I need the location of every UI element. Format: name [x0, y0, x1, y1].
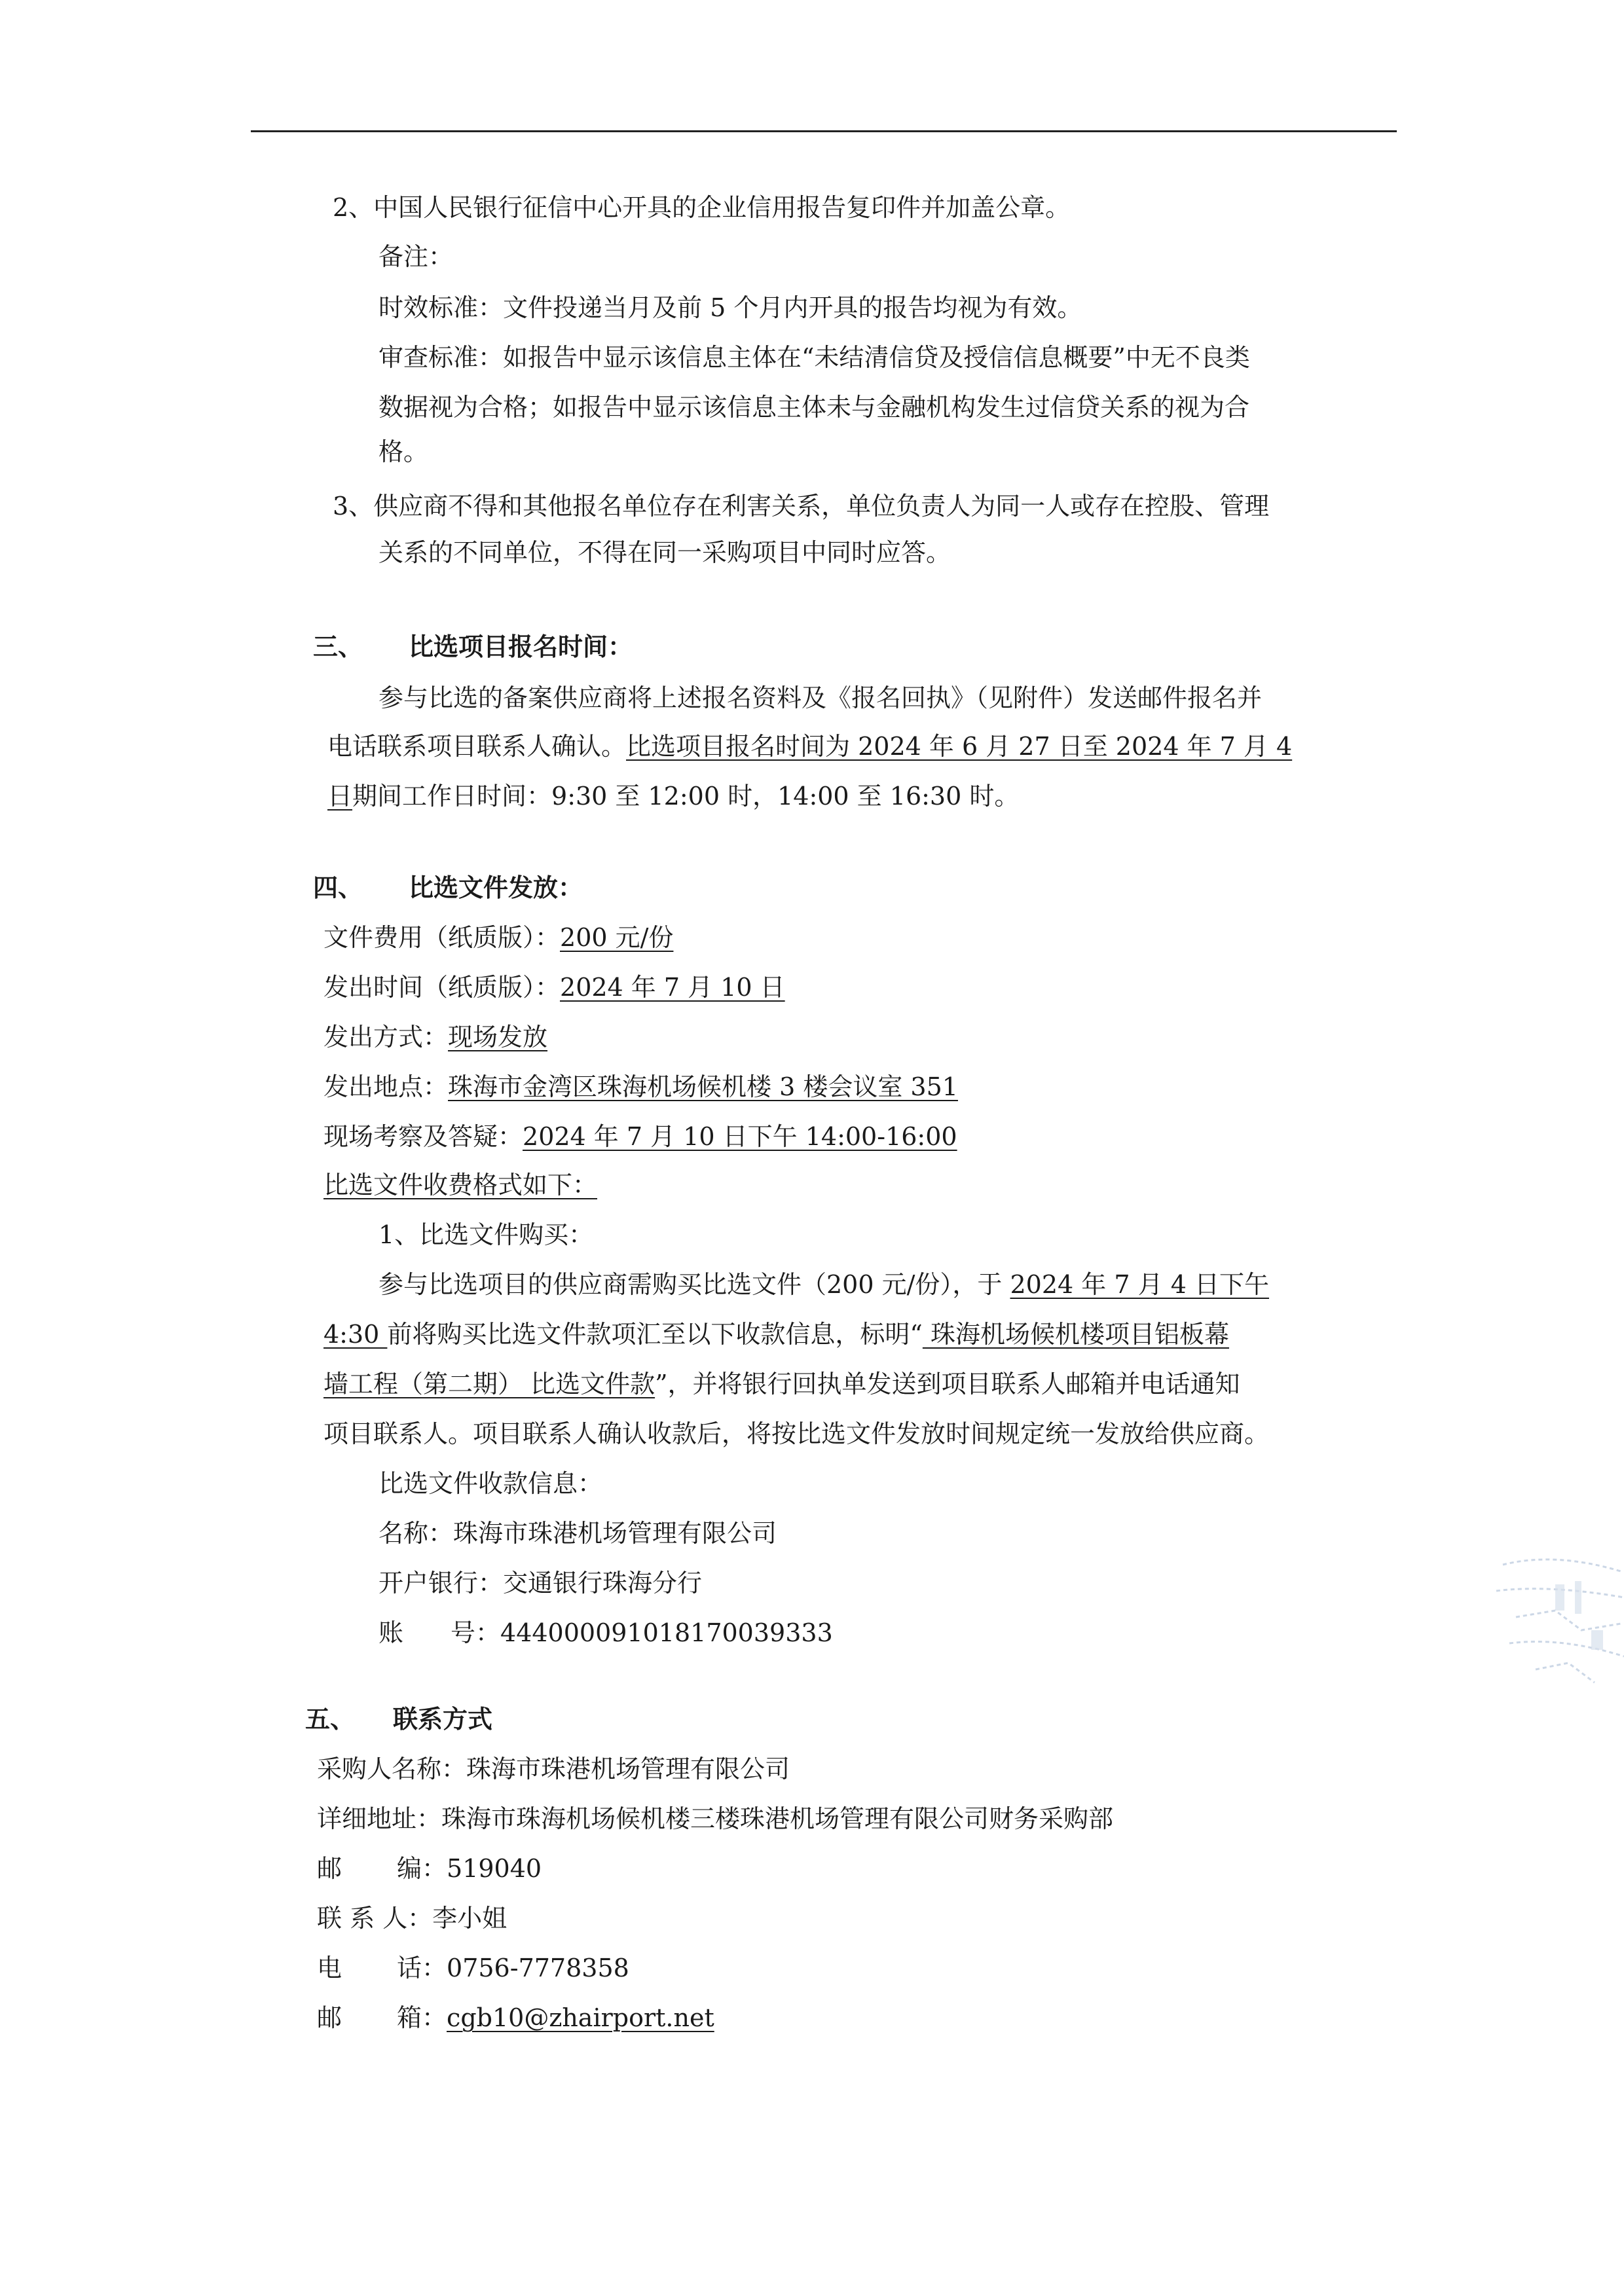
site-visit-value: 2024 年 7 月 10 日下午 14:00-16:00	[523, 1122, 957, 1151]
section-3-title: 比选项目报名时间：	[409, 632, 633, 661]
site-visit-label: 现场考察及答疑：	[323, 1122, 523, 1151]
section-3-para-line-3	[327, 776, 1019, 816]
contact-person-value: 李小姐	[432, 1904, 507, 1933]
contact-person-label: 联 系 人：	[317, 1904, 433, 1933]
payment-memo-part-2: 墙工程（第二期） 比选文件款	[323, 1370, 655, 1398]
email-label-1: 邮	[317, 2003, 342, 2032]
section-3-para-line-2	[327, 727, 1292, 766]
contact-person	[317, 1899, 507, 1938]
payee-account-label-2: 号：	[451, 1618, 501, 1647]
purchase-para-line-2	[323, 1315, 1229, 1354]
buyer-address	[317, 1799, 1113, 1838]
email	[317, 1998, 714, 2037]
email-label-2: 箱：	[397, 2003, 447, 2032]
issue-place	[323, 1067, 958, 1106]
fee-format-heading: 比选文件收费格式如下：	[323, 1171, 598, 1199]
section-5-heading	[305, 1700, 492, 1739]
payee-name-value: 珠海市珠港机场管理有限公司	[453, 1519, 777, 1548]
purchase-remit-text: 前将购买比选文件款项汇至以下收款信息，标明“	[387, 1320, 923, 1349]
requirement-3-line-1: 3、供应商不得和其他报名单位存在利害关系，单位负责人为同一人或存在控股、管理	[333, 492, 1270, 520]
purchase-receipt-text: ”，并将银行回执单发送到项目联系人邮箱并电话通知	[655, 1370, 1240, 1398]
telephone	[317, 1948, 629, 1988]
payee-name	[378, 1514, 777, 1553]
review-standard-line-2: 数据视为合格；如报告中显示该信息主体未与金融机构发生过信贷关系的视为合	[378, 393, 1250, 422]
payment-memo-part-1: 珠海机场候机楼项目铝板幕	[922, 1320, 1229, 1349]
section-3-confirm-text: 电话联系项目联系人确认。	[327, 732, 627, 761]
purchase-subheading: 1、比选文件购买：	[378, 1220, 594, 1249]
registration-period: 比选项目报名时间为 2024 年 6 月 27 日至 2024 年 7 月 4	[626, 732, 1293, 761]
section-3-para-line-1: 参与比选的备案供应商将上述报名资料及《报名回执》（见附件）发送邮件报名并	[378, 683, 1263, 712]
payee-bank-label: 开户银行：	[378, 1569, 504, 1597]
section-4-number: 四、	[313, 873, 363, 902]
postcode	[317, 1849, 542, 1888]
buyer-address-value: 珠海市珠海机场候机楼三楼珠港机场管理有限公司财务采购部	[441, 1804, 1114, 1833]
time-standard: 时效标准：文件投递当月及前 5 个月内开具的报告均视为有效。	[378, 293, 1082, 322]
document-fee-label: 文件费用（纸质版）：	[323, 923, 561, 952]
issue-time-value: 2024 年 7 月 10 日	[560, 973, 785, 1002]
telephone-label-1: 电	[317, 1954, 342, 1982]
registration-period-end: 日	[327, 782, 353, 811]
requirement-2: 2、中国人民银行征信中心开具的企业信用报告复印件并加盖公章。	[333, 193, 1071, 222]
buyer-name-value: 珠海市珠港机场管理有限公司	[466, 1755, 790, 1783]
payee-name-label: 名称：	[378, 1519, 454, 1548]
section-3-heading	[313, 627, 633, 666]
postcode-value: 519040	[447, 1854, 542, 1883]
issue-method	[323, 1017, 547, 1057]
document-fee	[323, 918, 673, 957]
payee-account-label-1: 账	[378, 1618, 404, 1647]
header-rule	[251, 130, 1397, 132]
buyer-name	[317, 1749, 790, 1789]
receiving-info-heading: 比选文件收款信息：	[378, 1469, 603, 1498]
issue-place-value: 珠海市金湾区珠海机场候机楼 3 楼会议室 351	[448, 1072, 958, 1101]
review-standard-line-3: 格。	[378, 437, 429, 466]
issue-place-label: 发出地点：	[323, 1072, 449, 1101]
postcode-label-1: 邮	[317, 1854, 342, 1883]
partial-stamp-image	[1477, 1545, 1624, 1702]
purchase-para-line-1	[378, 1265, 1269, 1304]
document-fee-value: 200 元/份	[560, 923, 674, 952]
issue-time	[323, 968, 785, 1007]
section-3-number: 三、	[313, 632, 363, 661]
section-4-heading	[313, 868, 583, 907]
payee-bank-value: 交通银行珠海分行	[503, 1569, 703, 1597]
site-visit	[323, 1117, 957, 1156]
payee-account-value: 444000091018170039333	[500, 1618, 833, 1647]
section-5-number: 五、	[305, 1704, 356, 1734]
issue-method-value: 现场发放	[448, 1023, 548, 1051]
email-value[interactable]: cgb10@zhairport.net	[447, 2003, 714, 2032]
issue-time-label: 发出时间（纸质版）：	[323, 973, 561, 1002]
section-4-title: 比选文件发放：	[409, 873, 583, 902]
purchase-deadline-time: 4:30	[323, 1320, 388, 1349]
purchase-para-line-3	[323, 1364, 1240, 1404]
payee-account	[378, 1613, 833, 1652]
review-standard-line-1: 审查标准：如报告中显示该信息主体在“未结清信贷及授信信息概要”中无不良类	[378, 343, 1250, 372]
purchase-para-line-4: 项目联系人。项目联系人确认收款后，将按比选文件发放时间规定统一发放给供应商。	[323, 1419, 1270, 1448]
purchase-deadline-date: 2024 年 7 月 4 日下午	[1010, 1270, 1269, 1299]
telephone-label-2: 话：	[397, 1954, 447, 1982]
section-5-title: 联系方式	[393, 1704, 493, 1734]
purchase-intro: 参与比选项目的供应商需购买比选文件（200 元/份），于	[378, 1270, 1010, 1299]
postcode-label-2: 编：	[397, 1854, 447, 1883]
requirement-3-line-2: 关系的不同单位，不得在同一采购项目中同时应答。	[378, 538, 951, 567]
buyer-address-label: 详细地址：	[317, 1804, 442, 1833]
working-hours: 期间工作日时间：9:30 至 12:00 时，14:00 至 16:30 时。	[352, 782, 1020, 811]
payee-bank	[378, 1563, 702, 1603]
note-label: 备注：	[378, 242, 454, 271]
issue-method-label: 发出方式：	[323, 1023, 449, 1051]
telephone-value: 0756-7778358	[447, 1954, 629, 1982]
buyer-name-label: 采购人名称：	[317, 1755, 467, 1783]
